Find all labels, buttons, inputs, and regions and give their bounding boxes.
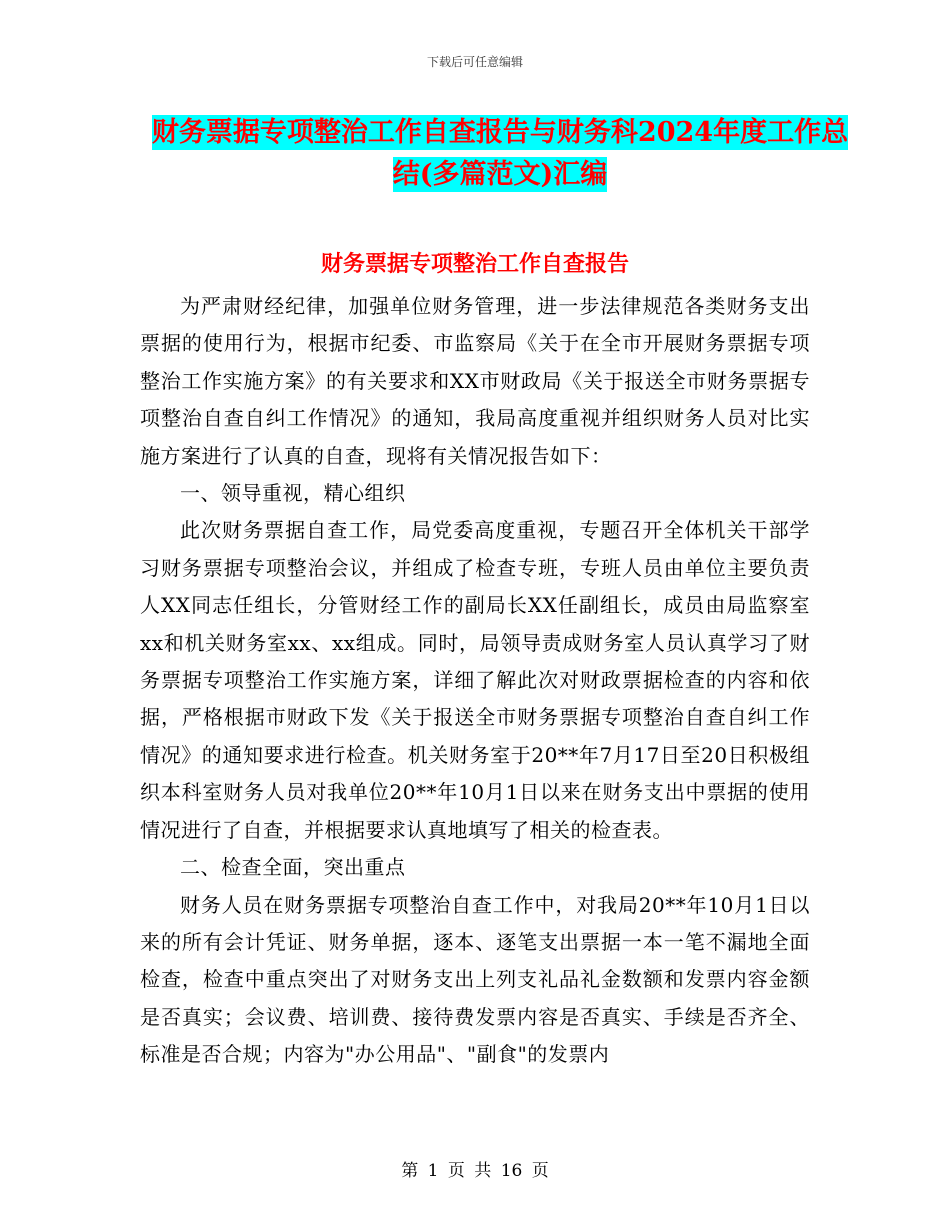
document-body [140,288,810,1074]
body-paragraph: 为严肃财经纪律，加强单位财务管理，进一步法律规范各类财务支出票据的使用行为，根据市纪委、市监察局《关于在全市开展财务票据专项整治工作实施方案》的有关要求和XX市财政局《关于报送全市财务票据专项整治自查自纠工作情况》的通知，我局高度重视并组织财务人员对比实施方案进行了认真的自查，现将有关情况报告如下： [140,294,810,468]
section-title: 财务票据专项整治工作自查报告 [320,251,629,277]
page-number-footer: 第 1 页 共 16 页 [401,1161,549,1181]
header-note: 下载后可任意编辑 [426,55,523,69]
document-main-title [140,112,860,196]
main-title-text: 财务票据专项整治工作自查报告与财务科2024年度工作总结(多篇范文)汇编 [151,117,849,190]
body-paragraph: 财务人员在财务票据专项整治自查工作中，对我局20**年10月1日以来的所有会计凭证、财务单据，逐本、逐笔支出票据一本一笔不漏地全面检查，检查中重点突出了对财务支出上列支礼品礼金数额和发票内容金额是否真实；会议费、培训费、接待费发票内容是否真实、手续是否齐全、标准是否合规；内容为"办公用品"、"副食"的发票内 [140,892,810,1067]
section-heading-leadership: 一、领导重视，精心组织 [180,481,406,506]
body-paragraph: 此次财务票据自查工作，局党委高度重视，专题召开全体机关干部学习财务票据专项整治会议，并组成了检查专班，专班人员由单位主要负责人XX同志任组长，分管财经工作的副局长XX任副组长，成员由局监察室xx和机关财务室xx、xx组成。同时，局领导责成财务室人员认真学习了财务票据专项整治工作实施方案，详细了解此次对财政票据检查的内容和依据，严格根据市财政下发《关于报送全市财务票据专项整治自查自纠工作情况》的通知要求进行检查。机关财务室于20**年7月17日至20日积极组织本科室财务人员对我单位20**年10月1日以来在财务支出中票据的使用情况进行了自查，并根据要求认真地填写了相关的检查表。 [140,518,810,842]
section-heading-inspection: 二、检查全面，突出重点 [180,855,406,880]
